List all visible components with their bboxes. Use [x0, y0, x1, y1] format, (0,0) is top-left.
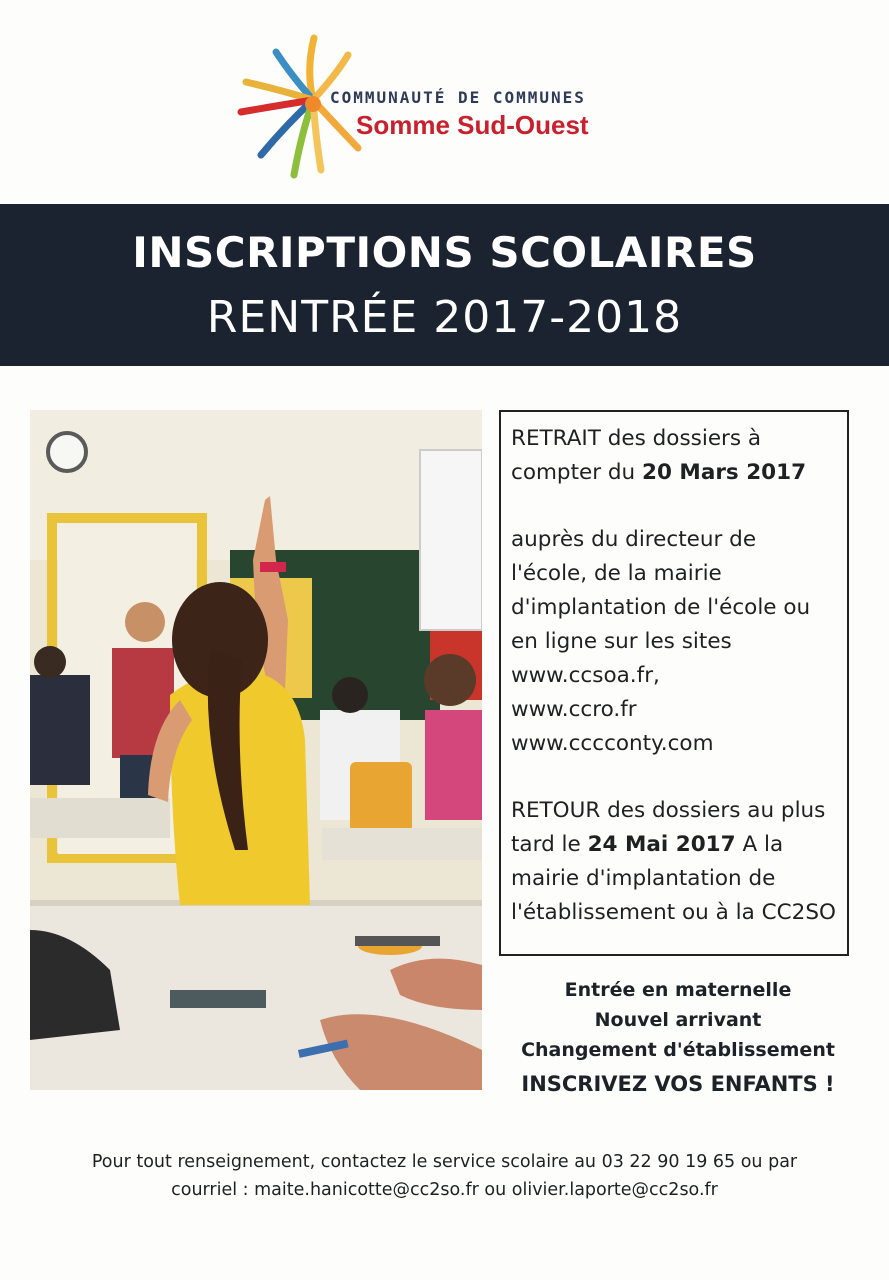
retour-date: 24 Mai 2017 — [587, 832, 736, 857]
classroom-photo — [30, 410, 482, 1090]
title-banner — [0, 204, 889, 366]
cta-inscrivez: INSCRIVEZ VOS ENFANTS ! — [521, 1072, 835, 1096]
retrait-paragraph — [511, 422, 837, 490]
retrait-text: RETRAIT des dossiers à compter du — [511, 426, 762, 485]
page-subtitle: RENTRÉE 2017-2018 — [206, 292, 683, 343]
lieu-text: auprès du directeur de l'école, de la mairie d'implantation de l'école ou en ligne sur les sites — [511, 527, 811, 654]
info-box — [499, 410, 849, 956]
wall-clock-icon — [48, 433, 86, 471]
site-link-cccconty[interactable]: www.cccconty.com — [511, 731, 714, 756]
logo — [236, 30, 656, 180]
contact-footer — [30, 1148, 859, 1204]
site-link-ccsoa[interactable]: www.ccsoa.fr, — [511, 663, 660, 688]
call-to-action — [492, 975, 864, 1099]
footer-line-2: courriel : maite.hanicotte@cc2so.fr ou olivier.laporte@cc2so.fr — [171, 1180, 718, 1200]
retour-suffix: A la mairie d'implantation de l'établissement ou à la CC2SO — [511, 832, 836, 925]
cta-nouvel-arrivant: Nouvel arrivant — [594, 1009, 762, 1031]
lieu-paragraph — [511, 523, 837, 761]
page-title: INSCRIPTIONS SCOLAIRES — [132, 228, 757, 277]
cta-maternelle: Entrée en maternelle — [564, 979, 792, 1001]
retrait-date: 20 Mars 2017 — [642, 460, 807, 485]
site-link-ccro[interactable]: www.ccro.fr — [511, 697, 637, 722]
retour-text: RETOUR des dossiers au plus tard le — [511, 798, 826, 857]
cta-changement: Changement d'établissement — [521, 1039, 835, 1061]
retour-paragraph — [511, 794, 837, 930]
logo-line-somme-sud-ouest: Somme Sud-Ouest — [356, 110, 589, 140]
logo-line-communaute: COMMUNAUTÉ DE COMMUNES — [330, 88, 586, 107]
footer-line-1: Pour tout renseignement, contactez le service scolaire au 03 22 90 19 65 ou par — [91, 1152, 798, 1172]
